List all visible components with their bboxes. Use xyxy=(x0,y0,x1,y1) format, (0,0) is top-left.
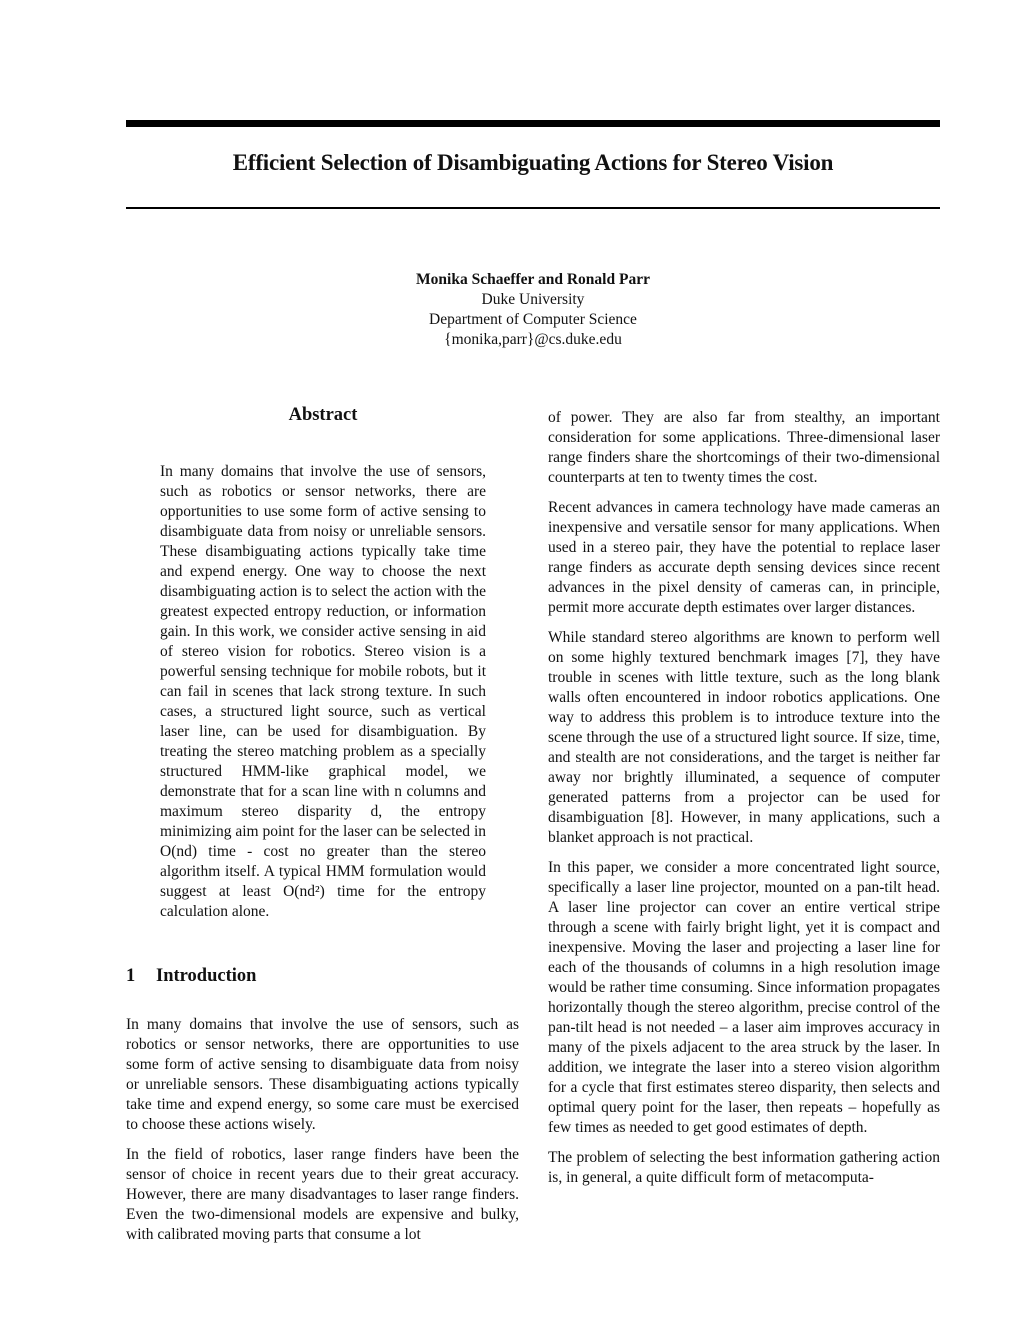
author-names: Monika Schaeffer and Ronald Parr xyxy=(416,271,650,288)
title-top-rule xyxy=(126,120,940,127)
section-title: Introduction xyxy=(156,966,257,986)
abstract-heading: Abstract xyxy=(288,405,358,425)
affiliation: Duke University xyxy=(481,291,585,308)
introduction-section xyxy=(126,963,519,1255)
paragraph: of power. They are also far from stealthy, an important consideration for some applications. Three-dimensional laser range finders share the shortcomings of their two-dimensional counterparts at ten to twenty times the cost. xyxy=(548,409,940,486)
author-email: {monika,parr}@cs.duke.edu xyxy=(444,331,622,348)
department: Department of Computer Science xyxy=(429,311,637,328)
paper-title: Efficient Selection of Disambiguating Actions for Stereo Vision xyxy=(232,150,834,175)
title-bottom-rule xyxy=(126,207,940,209)
right-column xyxy=(548,408,940,1198)
paragraph: In the field of robotics, laser range finders have been the sensor of choice in recent years due to their great accuracy. However, there are many disadvantages to laser range finders. Even the two-dimensional models are expensive and bulky, with calibrated moving parts that consume a lot xyxy=(126,1146,519,1243)
paragraph: While standard stereo algorithms are known to perform well on some highly textured benchmark images [7], they have trouble in scenes with little texture, such as the long blank walls often encountered in indoor robotics applications. One way to address this problem is to introduce texture into the scene through the use of a structured light source. If size, time, and stealth are not considerations, and the target is neither far away nor brightly illuminated, a sequence of computer generated patterns from a projector can be used for disambiguation [8]. However, in many applications, such a blanket approach is not practical. xyxy=(548,629,940,846)
section-number: 1 xyxy=(126,966,136,986)
paragraph: In this paper, we consider a more concentrated light source, specifically a laser line projector, mounted on a pan-tilt head. A laser line projector can cover an entire vertical stripe through a scene with fairly bright light, yet it is compact and inexpensive. Moving the laser and projecting a laser line for each of the thousands of columns in a high resolution image would be rather time consuming. Since information propagates horizontally though the stereo algorithm, precise control of the pan-tilt head is not needed – a laser aim improves accuracy in many of the pixels adjacent to the area struck by the laser. In addition, we integrate the laser into a stereo vision algorithm for a cycle that first estimates stereo disparity, then selects and optimal query point for the laser, then repeats – hopefully as few times as needed to get good estimates of depth. xyxy=(548,859,940,1136)
section-heading xyxy=(126,963,519,989)
abstract-text: In many domains that involve the use of sensors, such as robotics or sensor networks, there are opportunities to use some form of active sensing to disambiguate data from noisy or unreliable sensors. These disambiguating actions typically take time and expend energy. One way to choose the next disambiguating action is to select the action with the greatest expected entropy reduction, or information gain. In this work, we consider active sensing in aid of stereo vision for robotics. Stereo vision is a powerful sensing technique for mobile robots, but it can fail in scenes that lack strong texture. In such cases, a structured light source, such as vertical laser line, can be used for disambiguation. By treating the stereo matching problem as a specially structured HMM-like graphical model, we demonstrate that for a scan line with n columns and maximum stereo disparity d, the entropy minimizing aim point for the laser can be selected in O(nd) time - cost no greater than the stereo algorithm itself. A typical HMM formulation would suggest at least O(nd²) time for the entropy calculation alone. xyxy=(160,463,486,920)
author-block xyxy=(126,270,940,350)
paragraph: Recent advances in camera technology have made cameras an inexpensive and versatile sensor for many applications. When used in a stereo pair, they have the potential to replace laser range finders as accurate depth sensing devices since recent advances in the pixel density of cameras can, in principle, permit more accurate depth estimates over larger distances. xyxy=(548,499,940,616)
abstract-section xyxy=(160,402,486,932)
paragraph: The problem of selecting the best information gathering action is, in general, a quite difficult form of metacomputa- xyxy=(548,1149,940,1186)
paragraph: In many domains that involve the use of sensors, such as robotics or sensor networks, there are opportunities to use some form of active sensing to disambiguate data from noisy or unreliable sensors. These disambiguating actions typically take time and expend energy, so some care must be exercised to choose these actions wisely. xyxy=(126,1016,519,1133)
